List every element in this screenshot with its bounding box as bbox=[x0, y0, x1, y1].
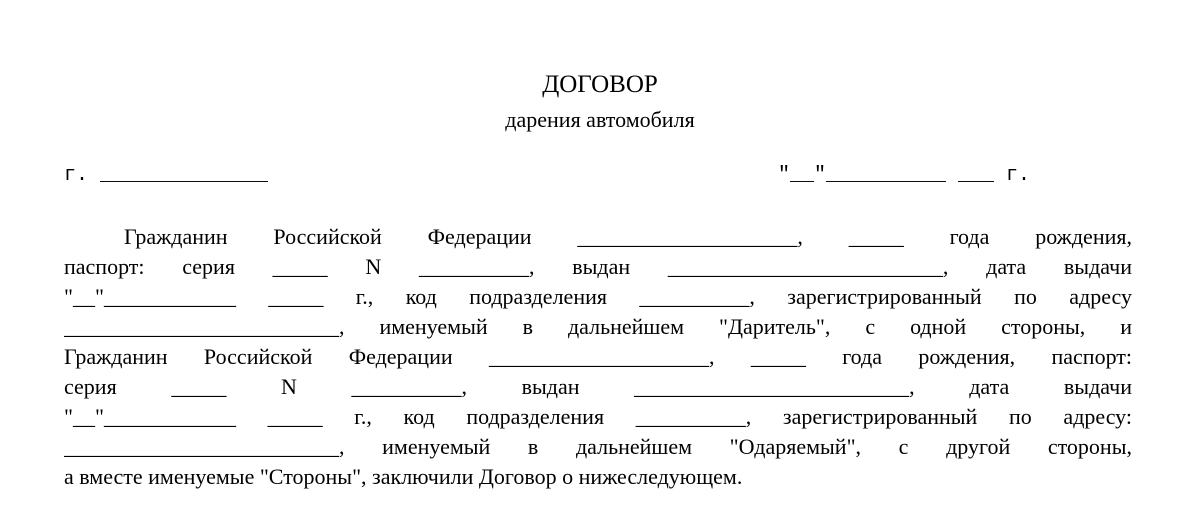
paragraph-line-6: серия _____ N __________, выдан _________________________, дата выдачи bbox=[64, 374, 1132, 399]
paragraph-line-7: "__"____________ _____ г., код подразделения __________, зарегистрированный по адресу: bbox=[64, 404, 1132, 429]
paragraph-line-3: "__"____________ _____ г., код подразделения __________, зарегистрированный по адресу bbox=[64, 284, 1132, 309]
paragraph-line-9: а вместе именуемые "Стороны", заключили Договор о нижеследующем. bbox=[64, 464, 743, 489]
paragraph-line-5: Гражданин Российской Федерации ____________________, _____ года рождения, паспорт: bbox=[64, 344, 1132, 369]
document-subtitle: дарения автомобиля bbox=[505, 107, 695, 132]
place-line: г. ______________ bbox=[64, 164, 269, 187]
paragraph-line-1: Гражданин Российской Федерации ____________________, _____ года рождения, bbox=[124, 224, 1132, 249]
document-title: ДОГОВОР bbox=[542, 71, 658, 98]
date-line: "__"__________ ___ г. bbox=[778, 164, 1031, 187]
paragraph-line-8: _________________________, именуемый в дальнейшем "Одаряемый", с другой стороны, bbox=[64, 434, 1132, 459]
paragraph-line-4: _________________________, именуемый в дальнейшем "Даритель", с одной стороны, и bbox=[64, 314, 1132, 339]
paragraph-line-2: паспорт: серия _____ N __________, выдан _________________________, дата выдачи bbox=[64, 254, 1132, 279]
